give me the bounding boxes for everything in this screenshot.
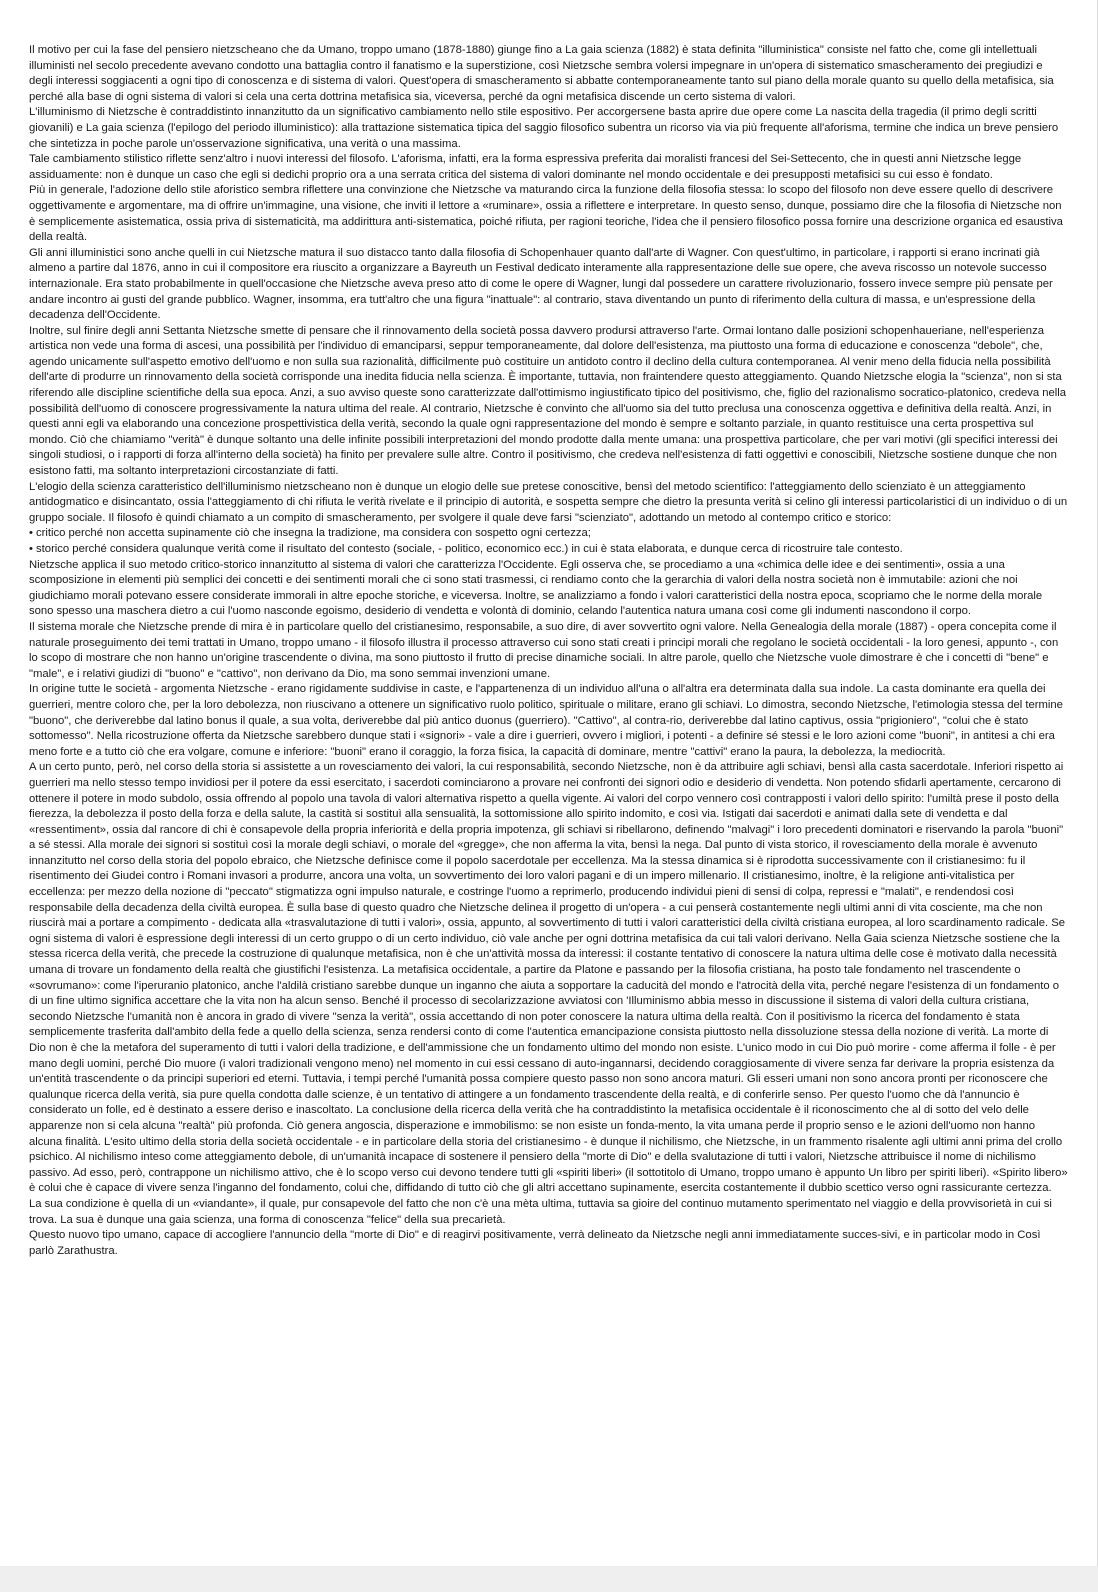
- paragraph-method: L'elogio della scienza caratteristico dell'illuminismo nietzscheano non è dunque un elogio delle sue pretese conoscitive, bensì del metodo scientifico: l'atteggiamento dello scienziato è un atteggiamento antidogmatico e disincantato, ossia l'atteggiamento di chi rifiuta le verità rivelate e il principio di autorità, e sospetta sempre che dietro la presunta verità si celino gli interessi particolaristici di un individuo o di un gruppo sociale. Il filosofo è quindi chiamato a un compito di smascheramento, per svolgere il quale deve farsi "scienziato", adottando un metodo al contempo critico e storico:: [29, 480, 1068, 524]
- paragraph-intro: Il motivo per cui la fase del pensiero nietzscheano che da Umano, troppo umano (1878-1880) giunge fino a La gaia scienza (1882) è stata definita "illuministica" consiste nel fatto che, come gli intellettuali illuministi nel secolo precedente avevano condotto una battaglia contro il fanatismo e la superstizione, così Nietzsche sembra volersi impegnare in un'opera di sistematico smascheramento dei pregiudizi e degli interessi soggiacenti a ogni tipo di conoscenza e di sistema di valori. Quest'opera di smascheramento si abbatte contemporaneamente tanto sul piano della morale quanto su quello della metafisica, sia perché alla base di ogni sistema di valori si cela una certa dottrina metafisica sia, viceversa, perché da ogni metafisica discende un certo sistema di valori.: [29, 44, 1054, 103]
- paragraph-genealogia: Il sistema morale che Nietzsche prende di mira è in particolare quello del cristianesimo, responsabile, a suo dire, di aver sovvertito ogni valore. Nella Genealogia della morale (1887) - opera concepita come il naturale proseguimento dei temi trattati in Umano, troppo umano - il filosofo illustra il processo attraverso cui sono stati creati i principi morali che regolano le società occidentali - la loro genesi, appunto -, con lo scopo di mostrare che non hanno un'origine trascendente o divina, ma sono piuttosto il frutto di precise dinamiche sociali. In altre parole, quello che Nietzsche vuole dimostrare è che i concetti di "bene" e "male", e i relativi giudizi di "buono" e "cattivo", non derivano da Dio, ma sono semmai invenzioni umane.: [29, 620, 1059, 680]
- paragraph-conclusion: Questo nuovo tipo umano, capace di accogliere l'annuncio della "morte di Dio" e di reagirvi positivamente, verrà delineato da Nietzsche negli anni immediatamente succes-sivi, e in particolar modo in Così parlò Zarathustra.: [29, 1229, 1041, 1257]
- bullet-critico: • critico perché non accetta supinamente ciò che insegna la tradizione, ma considera con sospetto ogni certezza;: [29, 527, 591, 540]
- bullet-storico: • storico perché considera qualunque verità come il risultato del contesto (sociale, - politico, economico ecc.) in cui è stata elaborata, e dunque cerca di ricostruire tale contesto.: [29, 543, 903, 555]
- paragraph-chimica: Nietzsche applica il suo metodo critico-storico innanzitutto al sistema di valori che caratterizza l'Occidente. Egli osserva che, se procediamo a una «chimica delle idee e dei sentimenti», ossia a una scomposizione in elementi più semplici dei concetti e dei sentimenti morali che ci sono stati trasmessi, ci rendiamo conto che la gerarchia di valori della nostra società non è immutabile: azioni che noi giudichiamo morali potevano essere considerate immorali in altre epoche storiche, e viceversa. Inoltre, se analizziamo a fondo i valori caratteristici della nostra epoca, scopriamo che le norme della morale sono spesso una maschera dietro a cui l'uomo nasconde egoismo, desiderio di vendetta e volontà di dominio, celando l'autentica natura umana così come gli indumenti nascondono il corpo.: [29, 558, 1043, 618]
- page-bottom-gap: [0, 1566, 1098, 1592]
- paragraph-philosophy-function: Più in generale, l'adozione dello stile aforistico sembra riflettere una convinzione che Nietzsche va maturando circa la funzione della filosofia stessa: lo scopo del filosofo non deve essere quello di descrivere oggettivamente e argomentare, ma di offrire un'immagine, una visione, che inviti il lettore a «ruminare», ossia a riflettere e interpretare. In questo senso, dunque, possiamo dire che la filosofia di Nietzsche non è semplicemente asistematica, ossia priva di sistematicità, ma addirittura anti-sistematica, poiché rifiuta, per ragioni teoriche, l'idea che il pensiero filosofico possa fornire una descrizione organica ed esaustiva della realtà.: [29, 184, 1063, 244]
- paragraph-wagner: Gli anni illuministici sono anche quelli in cui Nietzsche matura il suo distacco tanto dalla filosofia di Schopenhauer quanto dall'arte di Wagner. Con quest'ultimo, in particolare, i rapporti si erano incrinati già almeno a partire dal 1876, anno in cui il compositore era riuscito a organizzare a Bayreuth un Festival dedicato interamente alla rappresentazione delle sue opere, che aveva riscosso un notevole successo internazionale. Era stato probabilmente in quell'occasione che Nietzsche aveva preso atto di come le opere di Wagner, lungi dal possedere un carattere rivoluzionario, fossero invece sempre più pensate per andare incontro ai gusti del grande pubblico. Wagner, insomma, era tutt'altro che una figura "inattuale": al contrario, stava diventando un punto di riferimento della cultura di massa, e un'espressione della decadenza dell'Occidente.: [29, 246, 1053, 322]
- paragraph-viandante: La sua condizione è quella di un «viandante», il quale, pur consapevole del fatto che non c'è una mèta ultima, tuttavia sa gioire del continuo mutamento sperimentato nel viaggio e della provvisorietà in cui si trova. La sua è dunque una gaia scienza, una forma di conoscenza "felice" della sua precarietà.: [29, 1197, 1052, 1226]
- paragraph-style: L'illuminismo di Nietzsche è contraddistinto innanzitutto da un significativo cambiamento nello stile espositivo. Per accorgersene basta aprire due opere come La nascita della tragedia (il primo degli scritti giovanili) e La gaia scienza (l'epilogo del periodo illuministico): alla trattazione sistematica tipica del saggio filosofico subentra un ricorso via via più frequente all'aforisma, termine che indica un breve pensiero che sintetizza in poche parole un'osservazione significativa, una verità o una massima.: [29, 106, 1059, 150]
- paragraph-rovesciamento: A un certo punto, però, nel corso della storia si assistette a un rovesciamento dei valori, la cui responsabilità, secondo Nietzsche, non è da attribuire agli schiavi, bensì alla casta sacerdotale. Inferiori rispetto ai guerrieri ma nello stesso tempo invidiosi per il potere da essi esercitato, i sacerdoti cominciarono a provare nei confronti dei signori odio e desiderio di vendetta. Non potendo sfidarli apertamente, cercarono di ottenere il potere in modo subdolo, ossia offrendo al popolo una tavola di valori alternativa rispetto a quella vigente. Ai valori del corpo vennero così contrapposti i valori dello spirito: l'umiltà prese il posto della fierezza, la debolezza il posto della forza e della salute, la castità si sostituì alla sensualità, la sottomissione allo spirito indomito, e così via. Istigati dai sacerdoti e animati dalla sete di vendetta e dal «ressentiment», ossia dal rancore di chi è consapevole della propria inferiorità e della propria impotenza, gli schiavi si ribellarono, definendo "malvagi" i loro precedenti dominatori e riservando la parola "buoni" a sé stessi. Alla morale dei signori si sostituì così la morale degli schiavi, o morale del «gregge», che non afferma la vita, bensì la nega. Dal punto di vista storico, il rovesciamento della morale è avvenuto innanzitutto nel corso della storia del popolo ebraico, che Nietzsche definisce come il popolo sacerdotale per eccellenza. Ma la stessa dinamica si è riprodotta successivamente con il cristianesimo: fu il risentimento dei Giudei contro i Romani invasori a produrre, ancora una volta, un sovvertimento dei loro valori pagani e di un impero millenario. Il cristianesimo, inoltre, è la religione anti-vitalistica per eccellenza: per mezzo della nozione di "peccato" stigmatizza ogni impulso naturale, e costringe l'uomo a reprimerlo, producendo individui pieni di sensi di colpa, repressi e "malati", e rendendosi così responsabile della decadenza della civiltà europea. È sulla base di questo quadro che Nietzsche delinea il progetto di un'opera - a cui penserà costantemente negli ultimi anni di vita cosciente, ma che non riuscirà mai a portare a compimento - dedicata alla «trasvalutazione di tutti i valori», ossia, appunto, al sovvertimento di tutti i valori caratteristici della civiltà cristiana europea, al loro scardinamento radicale. Se ogni sistema di valori è espressione degli interessi di un certo gruppo o di un certo individuo, ciò vale anche per ogni dottrina metafisica da cui tali valori derivano. Nella Gaia scienza Nietzsche sostiene che la stessa ricerca della verità, che precede la costruzione di qualunque metafisica, non è che un'attività mossa da interessi: il costante tentativo di conoscere la natura ultima delle cose è motivato dalla necessità umana di trovare un fondamento della realtà che giustifichi l'esistenza. La metafisica occidentale, a partire da Platone e passando per la filosofia cristiana, ha posto tale fondamento nel trascendente o «sovrumano»: come l'iperuranio platonico, anche l'aldilà cristiano sarebbe dunque un inganno che aiuta a sopportare la caducità del mondo e l'atrocità della vita, perché negare l'esistenza di un fondamento o di un fine ultimo significa accettare che la vita non ha alcun senso. Benché il processo di secolarizzazione avviatosi con 'Illuminismo abbia messo in discussione il sistema di valori della cultura cristiana, secondo Nietzsche l'umanità non è ancora in grado di vivere "senza la verità", ossia accettando di non poter conoscere la natura ultima della realtà. Con il positivismo la ricerca del fondamento è stata semplicemente trasferita dall'ambito della fede a quello della scienza, senza rendersi conto di come l'autentica emancipazione consista piuttosto nella dissoluzione stessa della nozione di verità. La morte di Dio non è che la metafora del superamento di tutti i valori della tradizione, e dell'ammissione che un fondamento ultimo del mondo non esiste. L'unico modo in cui Dio può morire - come afferma il folle - è per mano degli uomini, perché Dio muore (i valori tradizionali vengono meno) nel momento in cui essi cessano di auto-ingannarsi, decidendo coraggiosamente di vivere senza far derivare la propria esistenza da un'entità trascendente o da principi superiori ed eterni. Tuttavia, i tempi perché l'umanità possa compiere questo passo non sono ancora maturi. Gli esseri umani non sono ancora pronti per riconoscere che qualunque ricerca della verità, sia pure quella condotta dalle scienze, è un tentativo di attingere a un fondamento trascendente della realtà, e di conferirle senso. Per questo l'uomo che dà l'annuncio è considerato un folle, ed è destinato a essere deriso e inascoltato. La conclusione della ricerca della verità che ha contraddistinto la metafisica occidentale è il riconoscimento che al di sotto del velo delle apparenze non si cela alcuna "realtà" più profonda. Ciò genera angoscia, disperazione e immobilismo: se non esiste un fonda-mento, la vita umana perde il proprio senso e le azioni dell'uomo non hanno alcuna finalità. L'esito ultimo della storia della società occidentale - e in particolare della storia del cristianesimo - è dunque il nichilismo, che Nietzsche, in un frammento risalente agli ultimi anni prima del crollo psichico. Al nichilismo inteso come atteggiamento debole, di un'umanità incapace di sostenere il pensiero della "morte di Dio" e della svalutazione di tutti i valori, Nietzsche attribuisce il nome di nichilismo passivo. Ad esso, però, contrappone un nichilismo attivo, che è lo scopo verso cui devono tendere tutti gli «spiriti liberi» (il sottotitolo di Umano, troppo umano è appunto Un libro per spiriti liberi). «Spirito libero» è colui che è capace di vivere senza l'inganno del fondamento, colui che, diffidando di tutto ciò che gli altri accettano supinamente, esercita costantemente il dubbio scettico verso ogni rassicurante certezza.: [29, 761, 1068, 1195]
- document-body: [29, 43, 1068, 1259]
- paragraph-science: Inoltre, sul finire degli anni Settanta Nietzsche smette di pensare che il rinnovamento della società possa davvero prodursi attraverso l'arte. Ormai lontano dalle posizioni schopenhaueriane, nell'esperienza artistica non vede una forma di ascesi, una possibilità per l'individuo di emanciparsi, seppur temporaneamente, dal dolore dell'esistenza, ma piuttosto una forma di educazione e conoscenza "debole", che, agendo unicamente sull'aspetto emotivo dell'uomo e non sulla sua razionalità, difficilmente può costituire un antidoto contro il declino della cultura contemporanea. Al venir meno della fiducia nella possibilità dell'arte di produrre un rinnovamento della società corrisponde una inedita fiducia nella scienza. È importante, tuttavia, non fraintendere questo atteggiamento. Quando Nietzsche elogia la "scienza", non si sta riferendo alle discipline scientifiche della sua epoca. Anzi, a suo avviso queste sono caratterizzate dall'ottimismo ingiustificato tipico del positivismo, che, figlio del razionalismo socratico-platonico, credeva nella possibilità dell'uomo di conoscere progressivamente la natura ultima del reale. Al contrario, Nietzsche è convinto che all'uomo sia del tutto preclusa una conoscenza oggettiva e definitiva della realtà. Anzi, in questi anni egli va elaborando una concezione prospettivistica della verità, secondo la quale ogni rappresentazione del mondo è sempre e soltanto parziale, in quanto restituisce una certa prospettiva sul mondo. Ciò che chiamiamo "verità" è dunque soltanto una delle infinite possibili interpretazioni del mondo prodotte dalla mente umana: una prospettiva particolare, che per vari motivi (gli specifici interessi dei singoli studiosi, o i rapporti di forza all'interno della società) ha finito per prevalere sulle altre. Contro il positivismo, che credeva nell'esistenza di fatti oggettivi e conoscibili, Nietzsche sostiene dunque che non esistono fatti, ma soltanto interpretazioni circostanziate di fatti.: [29, 324, 1066, 478]
- paragraph-aphorism: Tale cambiamento stilistico riflette senz'altro i nuovi interessi del filosofo. L'aforisma, infatti, era la forma espressiva preferita dai moralisti francesi del Sei-Settecento, che in questi anni Nietzsche legge assiduamente: non è dunque un caso che egli si dedichi proprio ora a una serrata critica del sistema di valori dominante nel mondo occidentale e dei presupposti metafisici su cui esso è fondato.: [29, 153, 1022, 181]
- paragraph-caste: In origine tutte le società - argomenta Nietzsche - erano rigidamente suddivise in caste, e l'appartenenza di un individuo all'una o all'altra era determinata dalla sua indole. La casta dominante era quella dei guerrieri, mentre coloro che, per la loro debolezza, non riuscivano a ottenere un significativo ruolo politico, spirituale o militare, erano gli schiavi. Lo dimostra, secondo Nietzsche, l'etimologia stessa del termine "buono", che deriverebbe dal latino bonus il quale, a sua volta, deriverebbe dal più antico duonus (guerriero). "Cattivo", al contra-rio, deriverebbe dal latino captivus, ossia "prigioniero", "colui che è stato sottomesso". Nella ricostruzione offerta da Nietzsche sarebbero dunque stati i «signori» - vale a dire i guerrieri, ovvero i migliori, i potenti - a definire sé stessi e le loro azioni come "buoni", in antitesi a chi era meno forte e a tutto ciò che era volgare, comune e inferiore: "buoni" erano il coraggio, la forza fisica, la capacità di dominare, mentre "cattivi" erano la paura, la debolezza, la mediocrità.: [29, 683, 1063, 758]
